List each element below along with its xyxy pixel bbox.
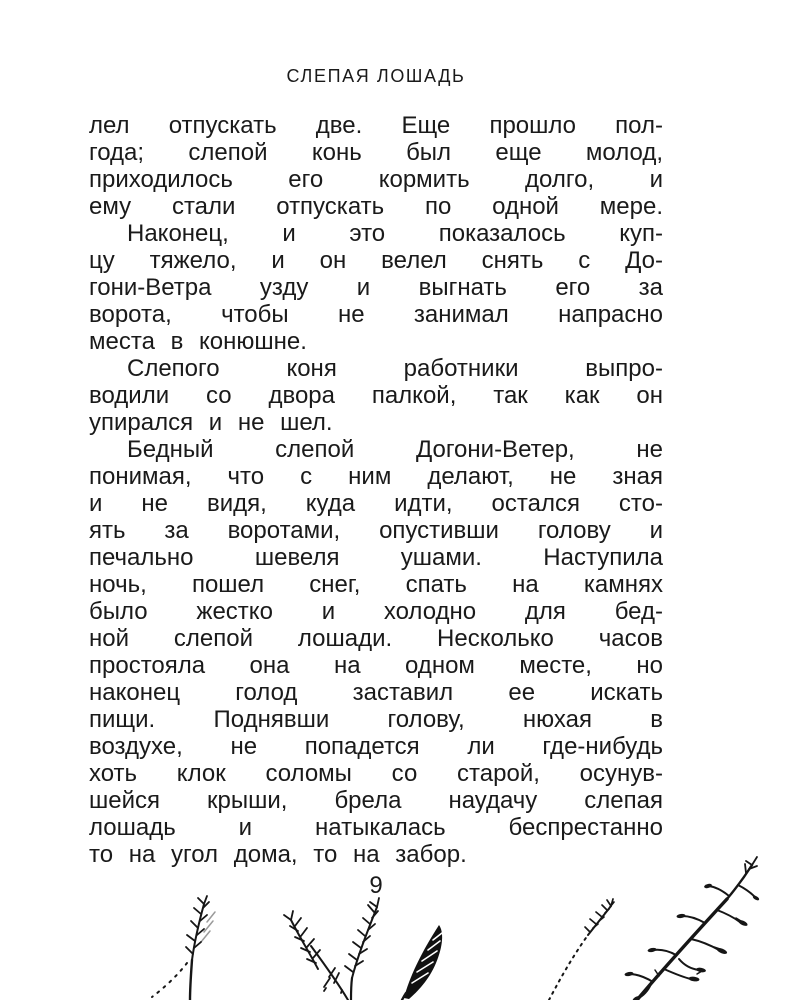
text-line: места в конюшне. <box>89 328 307 355</box>
grass-illustration-band <box>0 850 800 1000</box>
grass-spike-right-icon <box>549 899 614 1000</box>
text-line: ной слепой лошади. Несколько часов <box>89 625 663 652</box>
text-line: Слепого коня работники выпро- <box>127 355 663 382</box>
grass-plume-cluster-middle-icon <box>284 898 442 1000</box>
text-line: приходилось его кормить долго, и <box>89 166 663 193</box>
text-line: года; слепой конь был еще молод, <box>89 139 663 166</box>
text-line: печально шевеля ушами. Наступила <box>89 544 663 571</box>
page-title: СЛЕПАЯ ЛОШАДЬ <box>286 66 466 86</box>
text-line: ему стали отпускать по одной мере. <box>89 193 663 220</box>
text-line: водили со двора палкой, так как он <box>89 382 663 409</box>
text-line: хоть клок соломы со старой, осунув- <box>89 760 663 787</box>
text-line: гони-Ветра узду и выгнать его за <box>89 274 663 301</box>
body-text <box>89 112 663 868</box>
text-line: пищи. Поднявши голову, нюхая в <box>89 706 663 733</box>
text-line: упирался и не шел. <box>89 409 333 436</box>
text-line: Наконец, и это показалось куп- <box>127 220 663 247</box>
text-line: то на угол дома, то на забор. <box>89 841 467 868</box>
text-line: лошадь и натыкалась беспрестанно <box>89 814 663 841</box>
text-line: Бедный слепой Догони-Ветер, не <box>127 436 663 463</box>
flowering-twig-right-icon <box>624 857 760 1000</box>
text-line: ять за воротами, опустивши голову и <box>89 517 663 544</box>
text-line: лел отпускать две. Еще прошло пол- <box>89 112 663 139</box>
page-number: 9 <box>369 872 383 899</box>
text-line: шейся крыши, брела наудачу слепая <box>89 787 663 814</box>
text-line: ночь, пошел снег, спать на камнях <box>89 571 663 598</box>
text-line: было жестко и холодно для бед- <box>89 598 663 625</box>
text-line: ворота, чтобы не занимал напрасно <box>89 301 663 328</box>
text-line: наконец голод заставил ее искать <box>89 679 663 706</box>
text-line: простояла она на одном месте, но <box>89 652 663 679</box>
text-line: воздухе, не попадется ли где-нибудь <box>89 733 663 760</box>
grass-sprig-left-icon <box>152 896 215 1000</box>
text-line: понимая, что с ним делают, не зная <box>89 463 663 490</box>
text-line: цу тяжело, и он велел снять с До- <box>89 247 663 274</box>
text-line: и не видя, куда идти, остался сто- <box>89 490 663 517</box>
